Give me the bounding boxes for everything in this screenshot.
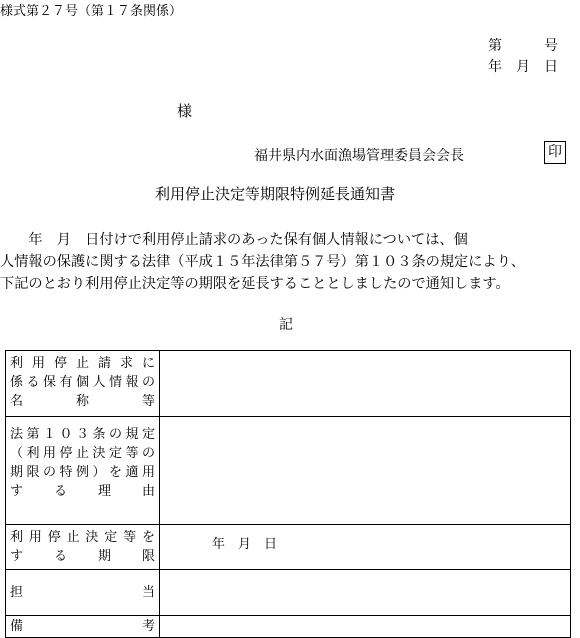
document-date xyxy=(488,57,558,78)
label-line: す る 理 由 xyxy=(10,484,155,499)
label-line: 利用停止請求に xyxy=(10,356,155,371)
label-line: （利用停止決定等の xyxy=(10,446,155,461)
deadline-date: 年 月 日 xyxy=(212,537,278,552)
row-label xyxy=(6,417,160,525)
table-row xyxy=(6,417,571,525)
row-value xyxy=(160,417,571,525)
label-line: 係る保有個人情報の xyxy=(10,375,155,390)
body-line: 人情報の保護に関する法律（平成１５年法律第５７号）第１０３条の規定により、 xyxy=(0,254,525,270)
table-row xyxy=(6,525,571,570)
table-row xyxy=(6,351,571,417)
body-line: 下記のとおり利用停止決定等の期限を延長することとしましたので通知します。 xyxy=(0,276,510,292)
addressee: 様 xyxy=(177,102,193,120)
number-suffix: 号 xyxy=(544,38,558,54)
body-line: 年 月 日付けで利用停止請求のあった保有個人情報については、個 xyxy=(0,232,468,248)
row-label xyxy=(6,570,160,616)
date-day: 日 xyxy=(544,59,558,75)
label-line: 利用停止決定等を xyxy=(10,530,155,545)
seal-box: 印 xyxy=(544,141,566,164)
label-line: 法第１０３条の規定 xyxy=(10,427,155,442)
row-label xyxy=(6,351,160,417)
row-value xyxy=(160,351,571,417)
table-row xyxy=(6,570,571,616)
label-line: 名 称 等 xyxy=(10,394,155,409)
row-label xyxy=(6,616,160,638)
sender-name: 福井県内水面漁場管理委員会会長 xyxy=(254,148,464,164)
label-line: 備 考 xyxy=(10,619,155,634)
row-label xyxy=(6,525,160,570)
row-value xyxy=(160,570,571,616)
label-line: 期限の特例）を適用 xyxy=(10,465,155,480)
document-number-and-date xyxy=(488,36,558,78)
row-value xyxy=(160,616,571,638)
number-prefix: 第 xyxy=(488,38,502,54)
body-paragraph xyxy=(0,229,580,295)
date-month: 月 xyxy=(516,59,530,75)
deadline-value xyxy=(160,525,571,570)
info-table xyxy=(5,350,571,638)
document-number xyxy=(488,36,558,57)
document-title: 利用停止決定等期限特例延長通知書 xyxy=(155,185,396,203)
label-line: す る 期 限 xyxy=(10,549,155,564)
table-row xyxy=(6,616,571,638)
label-line: 担 当 xyxy=(10,585,155,600)
date-year: 年 xyxy=(488,59,502,75)
form-number: 様式第２７号（第１７条関係） xyxy=(0,4,183,19)
record-heading: 記 xyxy=(279,317,293,333)
